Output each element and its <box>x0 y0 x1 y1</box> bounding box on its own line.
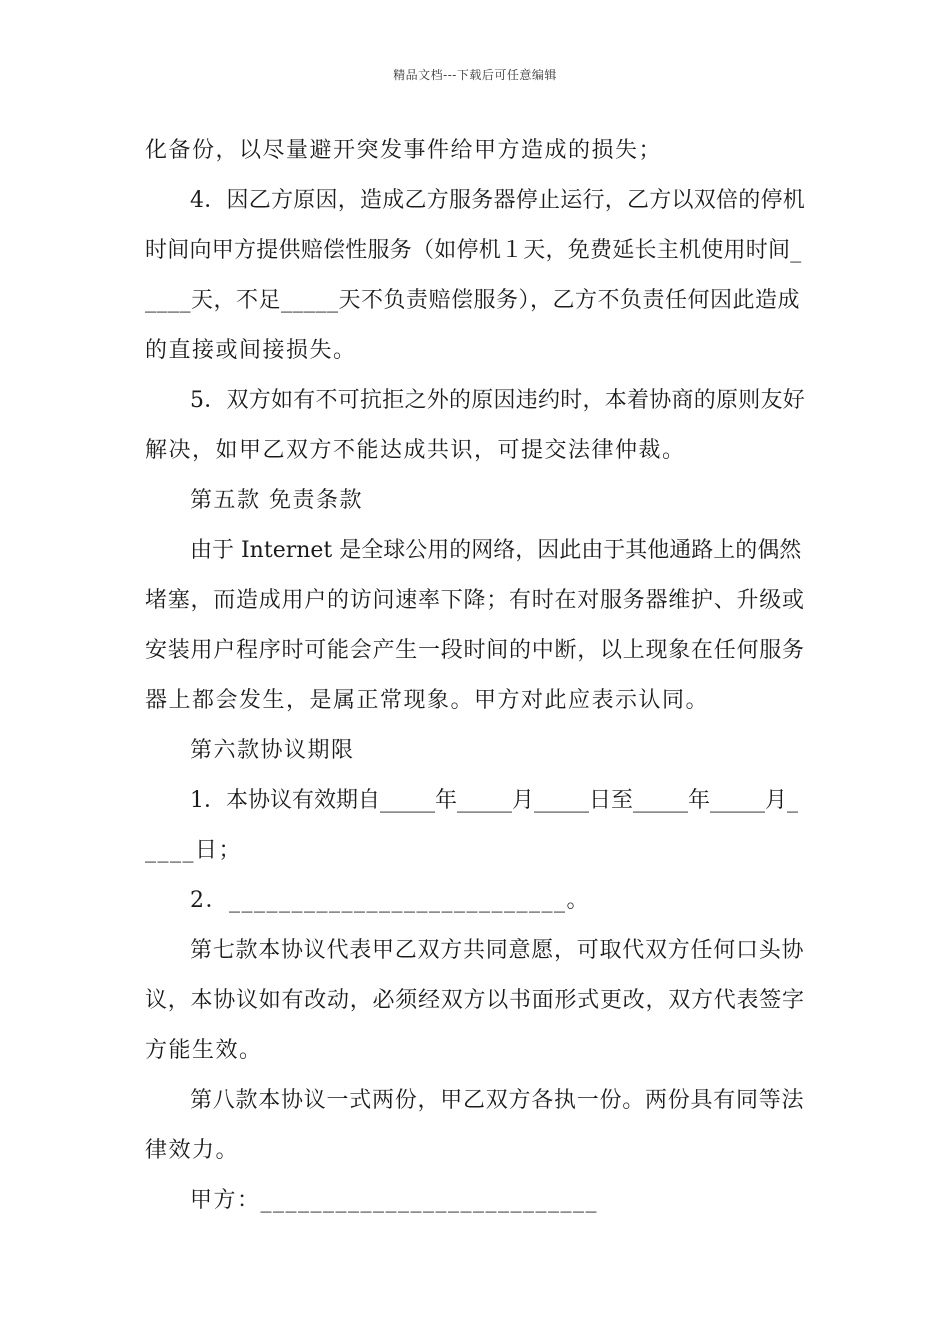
paragraph-line: 堵塞，而造成用户的访问速率下降；有时在对服务器维护、升级或 <box>145 588 805 613</box>
signature-line: 甲方：___________________________ <box>190 1188 599 1213</box>
section-heading: 第五款 免责条款 <box>190 488 363 513</box>
paragraph-line: ____日； <box>145 838 243 863</box>
paragraph-line: ____天，不足_____天不负责赔偿服务），乙方不负责任何因此造成 <box>145 288 801 313</box>
paragraph-line: 律效力。 <box>145 1138 240 1163</box>
paragraph-line: 安装用户程序时可能会产生一段时间的中断，以上现象在任何服务 <box>145 638 805 663</box>
section-heading: 第六款协议期限 <box>190 738 355 763</box>
paragraph-line: 解决，如甲乙双方不能达成共识，可提交法律仲裁。 <box>145 438 686 463</box>
paragraph-line: 化备份，以尽量避开突发事件给甲方造成的损失； <box>145 138 663 163</box>
paragraph-line: 的直接或间接损失。 <box>145 338 357 363</box>
paragraph-line: 第八款本协议一式两份，甲乙双方各执一份。两份具有同等法 <box>190 1088 805 1113</box>
paragraph-line: 方能生效。 <box>145 1038 263 1063</box>
paragraph-line: 2．___________________________。 <box>190 888 590 913</box>
paragraph-line: 议，本协议如有改动，必须经双方以书面形式更改，双方代表签字 <box>145 988 805 1013</box>
paragraph-line: 5．双方如有不可抗拒之外的原因违约时，本着协商的原则友好 <box>190 388 805 413</box>
paragraph-line: 第七款本协议代表甲乙双方共同意愿，可取代双方任何口头协 <box>190 938 805 963</box>
paragraph-line: 时间向甲方提供赔偿性服务（如停机１天，免费延长主机使用时间_ <box>145 238 802 263</box>
paragraph-line: 由于 Internet 是全球公用的网络，因此由于其他通路上的偶然 <box>190 538 802 563</box>
paragraph-line: 1．本协议有效期自_____年_____月_____日至_____年_____月_ <box>190 788 798 813</box>
paragraph-line: 器上都会发生，是属正常现象。甲方对此应表示认同。 <box>145 688 710 713</box>
page-header: 精品文档---下载后可任意编辑 <box>393 68 557 82</box>
paragraph-line: 4．因乙方原因，造成乙方服务器停止运行，乙方以双倍的停机 <box>190 188 805 213</box>
